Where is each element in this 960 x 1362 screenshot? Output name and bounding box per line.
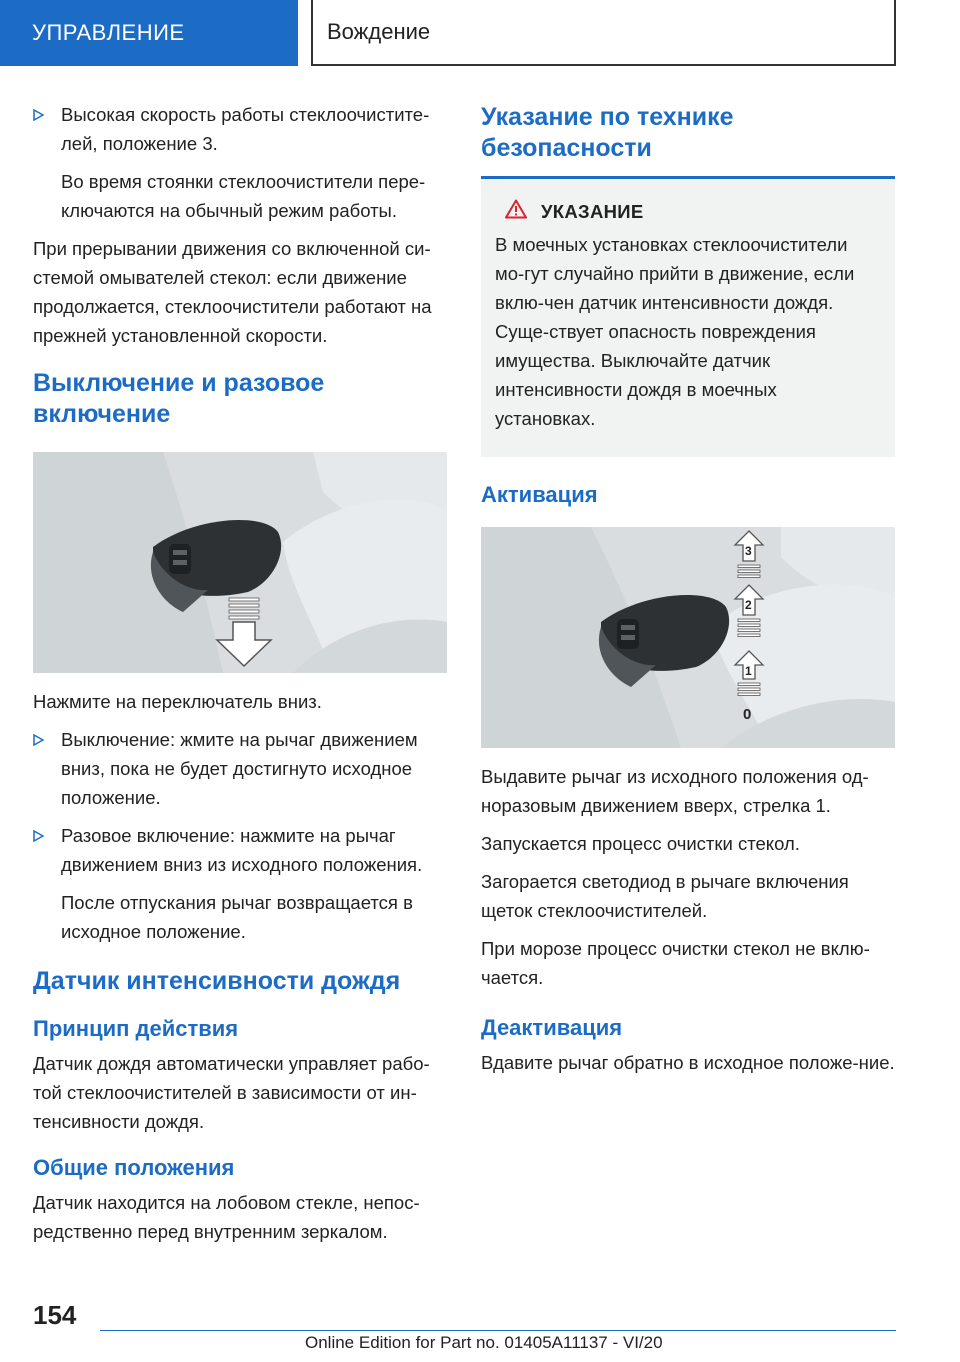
heading-deactivation: Деактивация xyxy=(481,1015,623,1040)
heading-principle: Принцип действия xyxy=(33,1016,239,1041)
list-item xyxy=(33,100,447,158)
lever-down-image xyxy=(33,452,447,673)
triangle-right-icon xyxy=(33,725,61,812)
list-item xyxy=(33,725,447,812)
triangle-right-icon xyxy=(33,100,61,158)
warning-label: УКАЗАНИЕ xyxy=(541,200,644,222)
arrow-label-3: 3 xyxy=(745,544,752,558)
bullet-note: Во время стоянки стеклоочистители пере-ключаются на обычный режим работы. xyxy=(61,171,426,221)
paragraph-principle: Датчик дождя автоматически управляет рабо-той стеклоочистителей в зависимости от ин-тенсивности дождя. xyxy=(33,1053,430,1132)
heading-activation: Активация xyxy=(481,482,598,507)
paragraph-activation-3: Загорается светодиод в рычаге включения щеток стеклоочистителей. xyxy=(481,871,849,921)
heading-rain-sensor: Датчик интенсивности дождя xyxy=(33,967,401,995)
paragraph-interrupt: При прерывании движения со включенной си-стемой омывателей стекол: если движение продолжается, стеклоочистители работают на прежней установленной скорости. xyxy=(33,238,432,346)
bullet-single-wipe: Разовое включение: нажмите на рычаг движением вниз из исходного положения. xyxy=(61,825,423,875)
list-item xyxy=(33,821,447,879)
footer-edition: Online Edition for Part no. 01405A11137 - VI/20 xyxy=(305,1333,663,1352)
heading-off-single: Выключение и разовое включение xyxy=(33,369,325,428)
warning-box xyxy=(481,179,895,457)
right-column xyxy=(481,100,895,1086)
triangle-right-icon xyxy=(33,821,61,879)
page-number: 154 xyxy=(33,1300,77,1330)
arrow-label-2: 2 xyxy=(745,598,752,612)
paragraph-activation-1: Выдавите рычаг из исходного положения од-норазовым движением вверх, стрелка 1. xyxy=(481,766,869,816)
heading-general: Общие положения xyxy=(33,1155,235,1180)
arrow-label-0: 0 xyxy=(743,706,752,723)
bullet-off: Выключение: жмите на рычаг движением вниз, пока не будет достигнуто исходное положение. xyxy=(61,729,418,808)
instruction-press-down: Нажмите на переключатель вниз. xyxy=(33,691,322,712)
footer-divider xyxy=(100,1330,896,1331)
lever-up-image xyxy=(481,527,895,748)
chapter-title: Вождение xyxy=(311,0,896,66)
bullet-speed-3: Высокая скорость работы стеклоочистите-лей, положение 3. xyxy=(61,104,430,154)
paragraph-deactivation: Вдавите рычаг обратно в исходное положе-ние. xyxy=(481,1052,895,1073)
warning-triangle-icon xyxy=(505,199,527,224)
paragraph-activation-4: При морозе процесс очистки стекол не вклю-чается. xyxy=(481,938,870,988)
warning-text: В моечных установках стеклоочистители мо-гут случайно прийти в движение, если вклю-чен датчик интенсивности дождя. Суще-ствует опасность повреждения имущества. Выключайте датчик интенсивности дождя в моечных установках. xyxy=(495,234,855,429)
left-column xyxy=(33,100,447,1255)
section-tab: УПРАВЛЕНИЕ xyxy=(0,0,298,66)
paragraph-activation-2: Запускается процесс очистки стекол. xyxy=(481,833,800,854)
bullet-note: После отпускания рычаг возвращается в исходное положение. xyxy=(61,892,413,942)
paragraph-general: Датчик находится на лобовом стекле, непос-редственно перед внутренним зеркалом. xyxy=(33,1192,420,1242)
heading-safety: Указание по технике безопасности xyxy=(481,103,734,162)
arrow-label-1: 1 xyxy=(745,664,752,678)
